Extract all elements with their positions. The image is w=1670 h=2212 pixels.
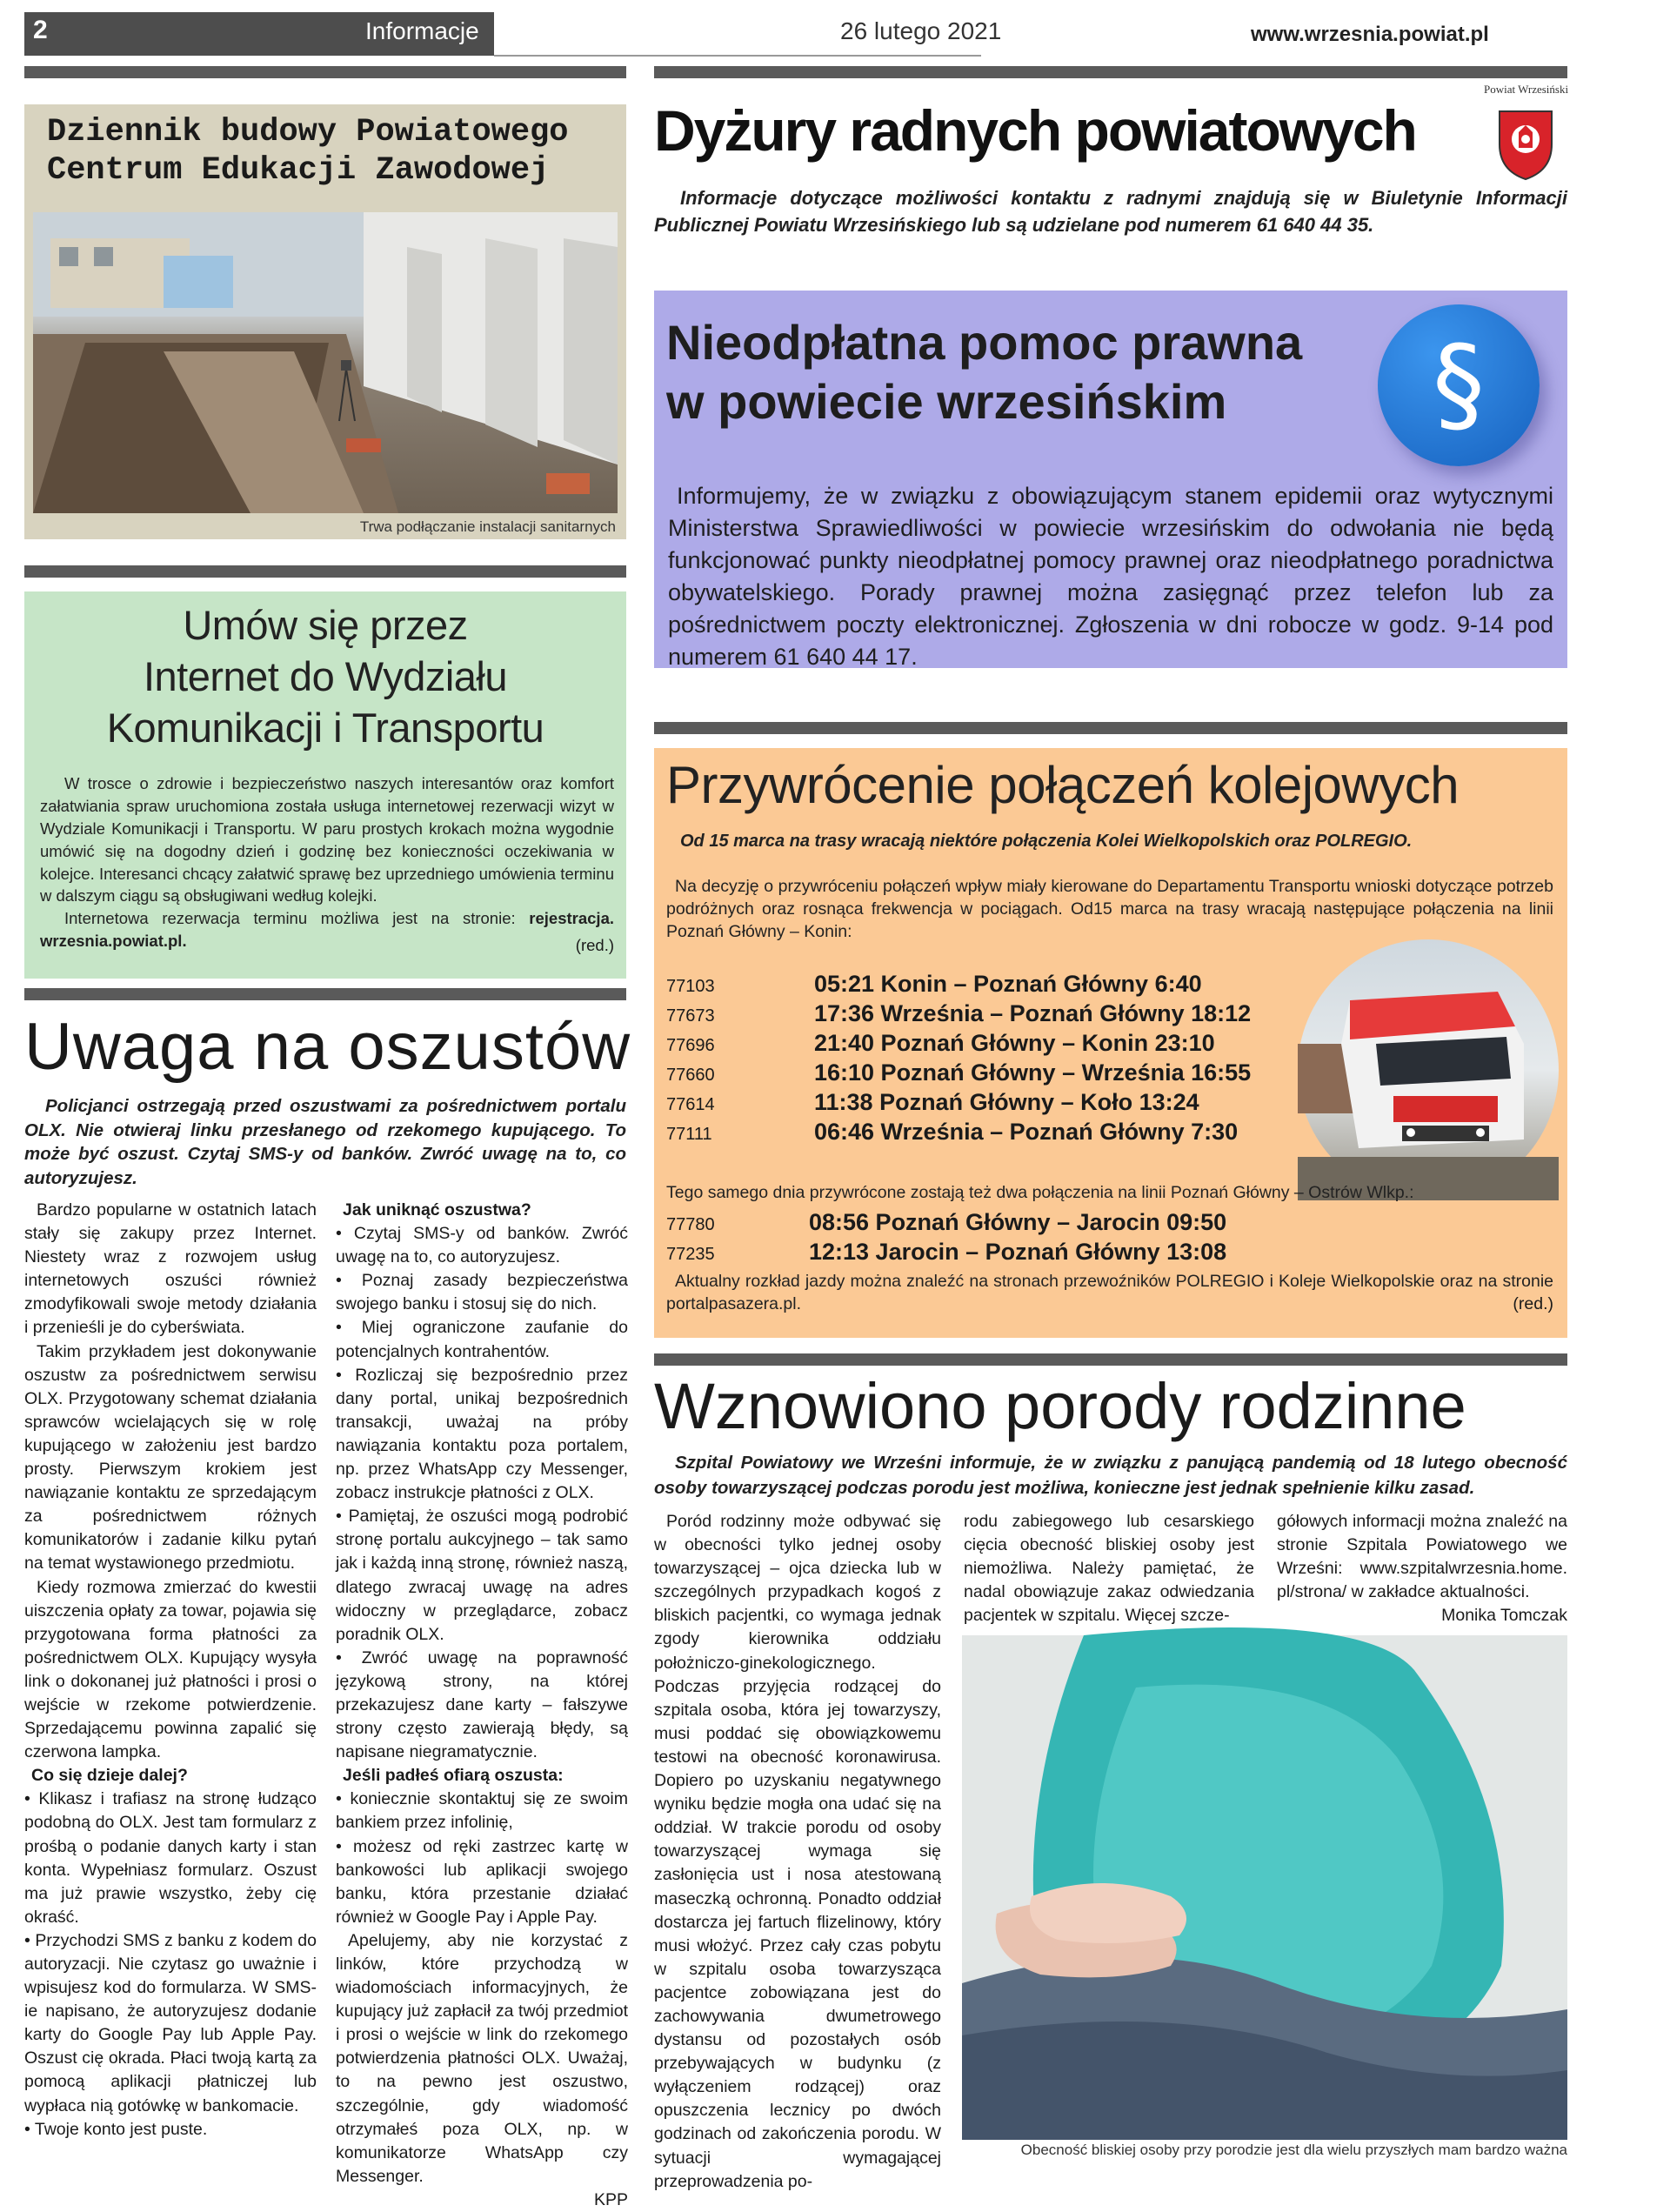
porody-col3: gółowych informacji można znaleźć na stronie Szpitala Powiatowego we Wrześni: www.szpitalwrzesnia.home. pl/strona/ w zakładce aktualności. Monika Tomczak [1277,1510,1567,1627]
section-bar [654,66,1567,78]
schedule-row: 77780 08:56 Poznań Główny – Jarocin 09:50 [666,1209,1227,1235]
train-photo [1298,939,1559,1200]
schedule-row: 77111 06:46 Września – Poznań Główny 7:30 [666,1119,1239,1145]
porody-col2: rodu zabiegowego lub cesarskiego cięcia obecność bliskiej osoby jest niemożliwa. Należy pamiętać, że nadal obowiązuje zakaz odwiedzania pacjentek w szpitalu. Więcej szcze- [964,1512,1254,1626]
oszusci-col2: Jak uniknąć oszustwa? • Czytaj SMS-y od banków. Zwróć uwagę na to, co autoryzujesz. • Poznaj zasady bezpieczeństwa swojego banku i stosuj się do nich. • Miej ograniczone zaufanie do potencjalnych kontrahentów. • Rozliczaj się bezpośrednio przez dany portal, unikaj bezpośrednich transakcji, uważaj na próby nawiązania kontaktu poza portalem, np. przez WhatsApp czy Messenger, zobacz instrukcje płatności z OLX. • Pamiętaj, że oszuści mogą podrobić stronę portalu aukcyjnego – tak samo jak i każdą inną stronę, również naszą, dlatego zwracaj uwagę na adres widoczny w przeglądarce, zobacz poradnik OLX. • Zwróć uwagę na poprawność językową strony, na której przekazujesz dane karty – fałszywe strony często zawierają błędy, są napisane niegramatycznie. Jeśli padłeś ofiarą oszusta: • koniecznie skontaktuj się ze swoim bankiem przez infolinię, • możesz od ręki zastrzec kartę w bankowości lub aplikacji swojego banku, która przestanie działać również w Google Pay i Apple Pay. Apelujemy, aby nie korzystać z linków, które przychodzą w wiadomościach informacyjnych, że kupujący już zapłacił za twój przedmiot i prosi o wejście w link do rzekomego potwierdzenia płatności OLX. Uważaj, to na pewno jest oszustwo, szczególnie, gdy wiadomość otrzymałeś poza OLX, np. w komunikatorze WhatsApp czy Messenger. KPP [336,1199,628,2212]
kolej-title: Przywrócenie połączeń kolejowych [666,756,1460,814]
umow-box [24,591,626,979]
construction-caption: Trwa podłączanie instalacji sanitarnych [359,518,616,535]
dyzury-crest [1484,84,1567,181]
rejestracja-link[interactable]: rejestracja. wrzesnia.powiat.pl. [40,909,614,951]
kolej-signature: (red.) [1513,1294,1553,1313]
construction-box [24,104,626,539]
oszusci-signature: KPP [593,2189,628,2209]
kolej-lead: Od 15 marca na trasy wracają niektóre połączenia Kolei Wielkopolskich oraz POLREGIO. [680,832,1413,851]
dyzury-crest-label: Powiat Wrzesiński [1484,83,1569,96]
paragraph-icon [1378,304,1540,466]
page-number: 2 [33,16,48,44]
construction-photo [33,212,618,513]
porody-signature: Monika Tomczak [1441,1606,1567,1626]
section-bar [24,66,626,78]
schedule-table-2 [666,1209,1449,1268]
pregnancy-photo [962,1635,1567,2140]
porody-col1: Poród rodzinny może odbywać się w obecności tylko jednej osoby towarzyszącej – ojca dziecka lub w szczególnych przypadkach kogoś z bliskich pacjentki, co wymaga jednak zgody kierownika oddziału położniczo-ginekologicznego. Podczas przyjęcia rodzącej do szpitala osoba, która jej towarzyszy, musi poddać się obowiązkowemu testowi na obecność koronawirusa. Dopiero po uzyskaniu negatywnego wyniku będzie mogła ona udać się na oddział. W trakcie porodu od osoby towarzyszącej wymaga się zasłonięcia ust i nosa atestowaną maseczką ochronną. Ponadto oddział dostarcza jej fartuch flizelinowy, który musi włożyć. Przez cały czas pobytu w szpitalu osoba towarzysząca pacjentce zobowiązana jest do zachowywania dwumetrowego dystansu od pozostałych osób przebywających w budynku (z wyłączeniem rodzącej) oraz opuszczenia lecznicy po dwóch godzinach od zakończenia porodu. W sytuacji wymagającej przeprowadzenia po- [654,1512,941,2191]
schedule-row: 77673 17:36 Września – Poznań Główny 18:12 [666,1000,1252,1026]
umow-title: Umów się przez Internet do Wydziału Komunikacji i Transportu [106,602,544,751]
kolej-outro: Aktualny rozkład jazdy można znaleźć na stronach przewoźników POLREGIO i Koleje Wielkopolskie oraz na stronie portalpasazera.pl. [666,1272,1553,1314]
section-bar [654,1353,1567,1366]
schedule-table-1 [666,971,1275,1148]
porody-title: Wznowiono porody rodzinne [654,1370,1466,1442]
section-bar [24,988,626,1000]
kolej-intro2: Tego samego dnia przywrócone zostają też dwa połączenia na linii Poznań Główny – Ostrów Wlkp.: [666,1183,1414,1202]
schedule-row: 77235 12:13 Jarocin – Poznań Główny 13:08 [666,1239,1227,1265]
umow-body: W trosce o zdrowie i bezpieczeństwo naszych interesantów oraz komfort załatwiania spraw uruchomiona została usługa internetowej rezerwacji wizyt w Wydziale Komunikacji i Transportu. W paru prostych krokach można wygodnie umówić się na dogodny dzień i godzinę bez konieczności oczekiwania w kolejce. Interesanci chcący załatwić sprawę bez uprzedniego umówienia terminu w dalszym ciągu są obsługiwani według kolejki. Internetowa rezerwacja terminu możliwa jest na stronie: rejestracja. wrzesnia.powiat.pl. [40,774,614,951]
schedule-row: 77103 05:21 Konin – Poznań Główny 6:40 [666,971,1202,997]
paragraph-glyph: § [1433,324,1485,445]
construction-title: Dziennik budowy Powiatowego Centrum Edukacji Zawodowej [47,114,569,190]
section-bar [24,565,626,578]
porody-lead: Szpital Powiatowy we Wrześni informuje, że w związku z panującą pandemią od 18 lutego obecność osoby towarzyszącej podczas porodu jest możliwa, konieczne jest jednak spełnienie kilku zasad. [654,1453,1567,1498]
page-header [0,0,1670,63]
construction-site-illustration [33,212,618,513]
schedule-row: 77614 11:38 Poznań Główny – Koło 13:24 [666,1089,1199,1115]
pomoc-title: Nieodpłatna pomoc prawna w powiecie wrzesińskim [666,315,1303,430]
pomoc-text: Informujemy, że w związku z obowiązującym stanem epidemii oraz wytycznymi Ministerstwa Sprawiedliwości w powiecie wrzesińskim do odwołania nie będą funkcjonować punkty nieodpłatnej pomocy prawnej oraz nieodpłatnego poradnictwa obywatelskiego. Porady prawnej można zasięgnąć przez telefon lub za pośrednictwem poczty elektronicznej. Zgłoszenia w dni robocze w godz. 9-14 pod numerem 61 640 44 17. [668,483,1553,670]
header-rule [494,55,981,57]
kolej-intro: Na decyzję o przywróceniu połączeń wpływ miały kierowane do Departamentu Transportu wnioski dotyczące potrzeb podróżnych oraz rosnąca frekwencja w pociągach. Od15 marca na trasy wracają następujące połączenia na linii Poznań Główny – Konin: [666,877,1553,942]
section-label: Informacje [365,17,479,44]
oszusci-lead: Policjanci ostrzegają przed oszustwami za pośrednictwem portalu OLX. Nie otwieraj linku przesłanego od rzekomego kupującego. To może być oszust. Czytaj SMS-y od banków. Zwróć uwagę na to, co autoryzujesz. [24,1096,626,1189]
kolej-box [654,748,1567,1338]
header-section-bar [24,12,494,56]
website-link[interactable]: www.wrzesnia.powiat.pl [1251,23,1489,46]
oszusci-title: Uwaga na oszustów [24,1010,631,1084]
schedule-row: 77660 16:10 Poznań Główny – Września 16:55 [666,1059,1252,1086]
umow-signature: (red.) [575,936,614,954]
pregnancy-illustration [962,1635,1567,2140]
schedule-row: 77696 21:40 Poznań Główny – Konin 23:10 [666,1030,1215,1056]
train-illustration [1298,939,1559,1200]
crest-icon [1484,94,1567,181]
issue-date: 26 lutego 2021 [840,17,1002,44]
pomoc-box [654,291,1567,668]
oszusci-col1: Bardzo popularne w ostatnich latach stały się zakupy przez Internet. Niestety wraz z rozwojem usług internetowych oszuści również zmodyfikowali swoje metody działania i przenieśli je do cyberświata. Takim przykładem jest dokonywanie oszustw za pośrednictwem serwisu OLX. Przygotowany schemat działania sprawców wcielających się w rolę kupującego w założeniu jest bardzo prosty. Pierwszym krokiem jest nawiązanie kontaktu ze sprzedającym za pośrednictwem różnych komunikatorów i zadanie kilku pytań na temat wystawionego przedmiotu. Kiedy rozmowa zmierzać do kwestii uiszczenia opłaty za towar, pojawia się przygotowana forma płatności za pośrednictwem OLX. Kupujący wysyła link o dokonanej już płatności i prosi o wejście w rzekome potwierdzenie. Sprzedającemu powinna zapalić się czerwona lampka. Co się dzieje dalej? • Klikasz i trafiasz na stronę łudząco podobną do OLX. Jest tam formularz z prośbą o podanie danych karty i stan konta. Wypełniasz formularz. Oszust ma już prawie wszystko, żeby cię okraść. • Przychodzi SMS z banku z kodem do autoryzacji. Nie czytasz go uważnie i wpisujesz kod do formularza. W SMS-ie napisano, że autoryzujesz dodanie karty do Google Pay lub Apple Pay. Oszust cię okrada. Płaci twoją kartą za pomocą aplikacji płatniczej lub wypłaca nią gotówkę w bankomacie. • Twoje konto jest puste. [24,1200,317,2139]
dyzury-text: Informacje dotyczące możliwości kontaktu z radnymi znajdują się w Biuletynie Informacji Publicznej Powiatu Wrzesińskiego lub są udzielane pod numerem 61 640 44 35. [654,187,1567,237]
dyzury-title: Dyżury radnych powiatowych [654,98,1416,163]
porody-caption: Obecność bliskiej osoby przy porodzie jest dla wielu przyszłych mam bardzo ważna [1020,2142,1567,2158]
section-bar [654,722,1567,734]
